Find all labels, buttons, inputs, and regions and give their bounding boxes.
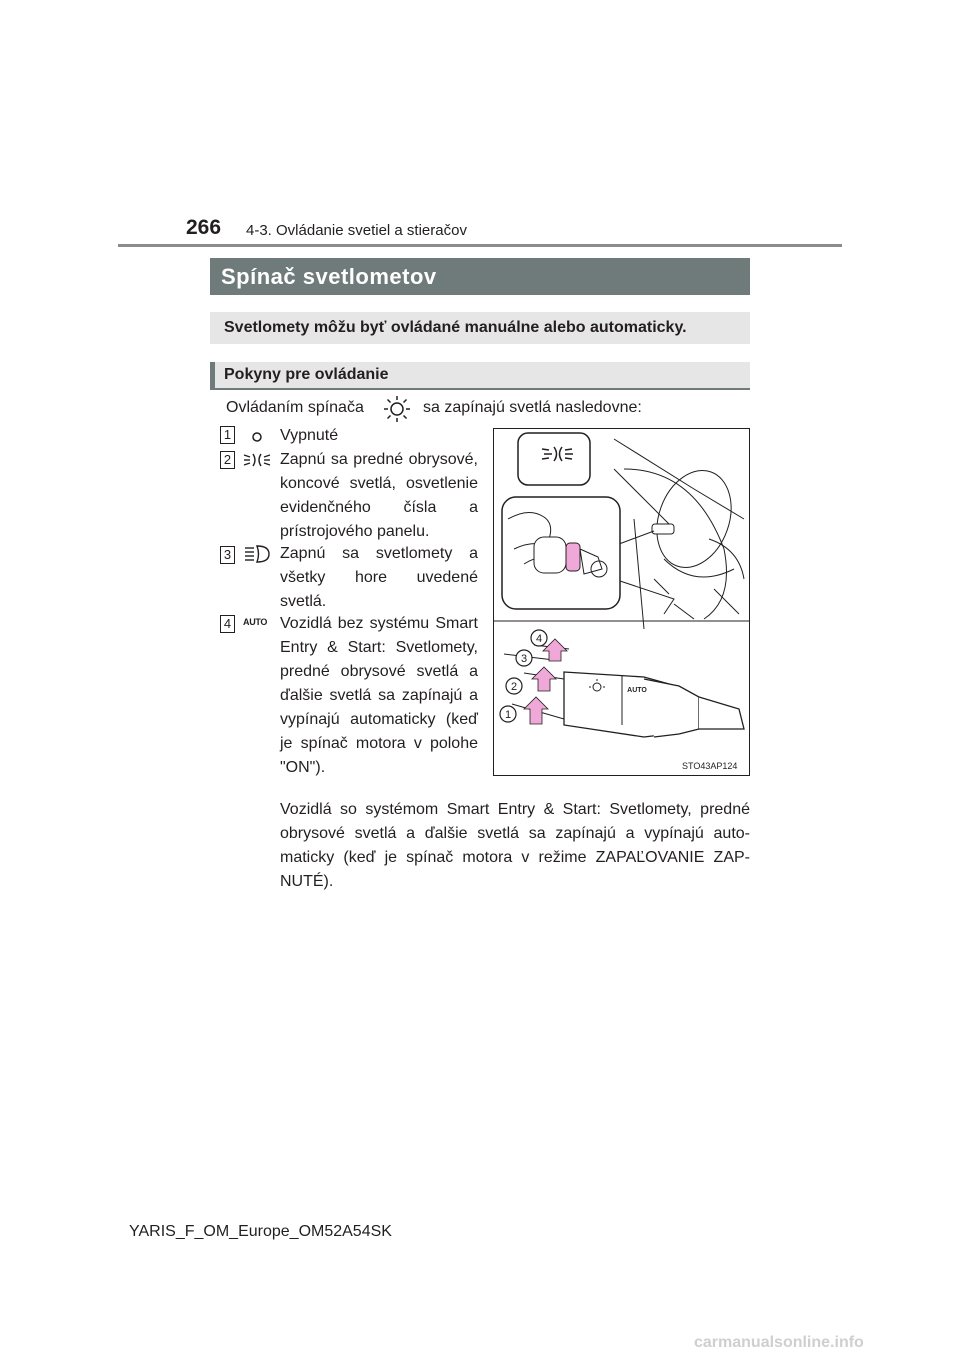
item-number: 1 xyxy=(220,426,235,444)
headlight-switch-figure xyxy=(493,428,750,776)
item-text: Vypnuté xyxy=(280,427,339,444)
watermark: carmanualsonline.info xyxy=(694,1334,864,1351)
smart-entry-paragraph: Vozidlá so systémom Smart Entry & Start: Svetlomety, predné obrysové svetlá a ďalšie svetlá sa zapínajú a vypínajú automaticky (keď je spínač motora v režime ZAPAĽOVANIE ZAPNUTÉ). xyxy=(280,801,750,890)
item-text: Zapnú sa svetlomety a všetky hore uvedené svetlá. xyxy=(280,545,478,610)
callout-4: 4 xyxy=(535,633,543,645)
subheading-rule xyxy=(210,388,750,390)
callout-1: 1 xyxy=(504,709,512,721)
item-text: Zapnú sa predné obrysové, koncové svetlá, osvetlenie evidenčného čísla a prístrojového panelu. xyxy=(280,451,478,540)
footer-code: YARIS_F_OM_Europe_OM52A54SK xyxy=(129,1223,392,1240)
off-position-icon xyxy=(242,426,272,448)
item-number: 2 xyxy=(220,451,235,469)
item-text: Vozidlá bez systému Smart Entry & Start: Svetlomety, predné obrysové svetlá a ďalšie svetlá sa zapínajú a vypínajú automaticky (keď je spínač motora v polohe "ON"). xyxy=(280,615,478,776)
auto-icon: AUTO xyxy=(243,617,268,627)
page-title: Spínač svetlometov xyxy=(210,258,750,295)
subheading-accent xyxy=(210,362,215,388)
subheading: Pokyny pre ovládanie xyxy=(210,362,750,388)
operation-text-after: sa zapínajú svetlá nasledovne: xyxy=(423,399,642,416)
header-rule xyxy=(118,244,842,247)
figure-illustration xyxy=(494,429,749,775)
light-switch-icon xyxy=(382,394,412,424)
headlights-icon xyxy=(242,543,272,565)
operation-text-before: Ovládaním spínača xyxy=(226,399,364,416)
intro-box: Svetlomety môžu byť ovládané manuálne alebo automaticky. xyxy=(210,312,750,344)
page-number: 266 xyxy=(186,216,222,239)
section-title: 4-3. Ovládanie svetiel a stieračov xyxy=(246,222,467,239)
parking-lights-icon xyxy=(242,449,272,471)
callout-3: 3 xyxy=(520,653,528,665)
item-number: 3 xyxy=(220,546,235,564)
callout-2: 2 xyxy=(510,681,518,693)
switch-auto-label: AUTO xyxy=(627,687,647,694)
item-number: 4 xyxy=(220,615,235,633)
figure-caption: STO43AP124 xyxy=(682,761,738,771)
